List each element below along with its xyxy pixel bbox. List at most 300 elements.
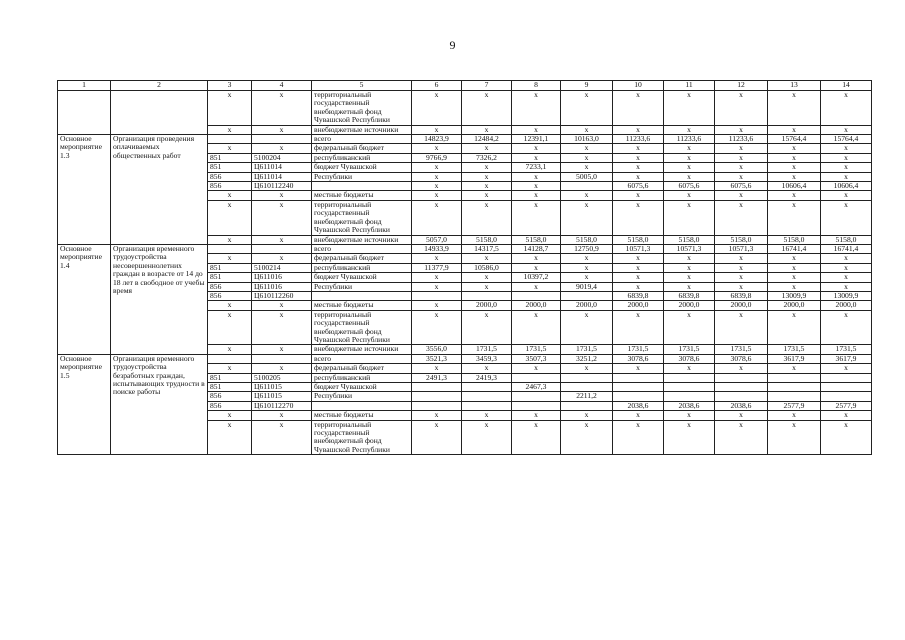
value-cell: х: [462, 91, 512, 126]
value-cell: 3078,6: [664, 354, 715, 363]
activity-description-cell: [111, 91, 208, 135]
value-cell: х: [821, 282, 872, 291]
value-cell: х: [462, 182, 512, 191]
value-cell: 1731,5: [768, 345, 821, 354]
value-cell: 10163,0: [561, 135, 613, 144]
value-cell: х: [613, 310, 664, 345]
value-cell: х: [412, 163, 462, 172]
value-cell: [715, 383, 768, 392]
value-cell: х: [613, 411, 664, 420]
csr-code-cell: х: [252, 254, 312, 263]
source-cell: федеральный бюджет: [312, 364, 412, 373]
header-cell: 8: [512, 81, 561, 91]
value-cell: х: [768, 273, 821, 282]
value-cell: х: [664, 153, 715, 162]
source-cell: [312, 291, 412, 300]
value-cell: 2038,6: [613, 401, 664, 410]
value-cell: х: [715, 273, 768, 282]
gr-code-cell: х: [208, 91, 252, 126]
value-cell: 10571,3: [613, 244, 664, 253]
csr-code-cell: Ц610112270: [252, 401, 312, 410]
value-cell: 1731,5: [715, 345, 768, 354]
value-cell: [412, 401, 462, 410]
gr-code-cell: х: [208, 125, 252, 134]
csr-code-cell: [252, 135, 312, 144]
value-cell: х: [462, 411, 512, 420]
value-cell: х: [664, 282, 715, 291]
value-cell: х: [715, 364, 768, 373]
value-cell: 2211,2: [561, 392, 613, 401]
csr-code-cell: 5100214: [252, 263, 312, 272]
source-cell: [312, 182, 412, 191]
value-cell: 6075,6: [715, 182, 768, 191]
value-cell: [613, 383, 664, 392]
value-cell: х: [715, 144, 768, 153]
value-cell: [821, 373, 872, 382]
value-cell: х: [664, 144, 715, 153]
value-cell: х: [561, 191, 613, 200]
value-cell: х: [561, 153, 613, 162]
value-cell: [512, 373, 561, 382]
value-cell: х: [768, 144, 821, 153]
value-cell: х: [715, 420, 768, 455]
value-cell: х: [821, 420, 872, 455]
csr-code-cell: Ц611014: [252, 163, 312, 172]
gr-code-cell: х: [208, 345, 252, 354]
gr-code-cell: 851: [208, 383, 252, 392]
value-cell: х: [768, 200, 821, 235]
value-cell: х: [821, 125, 872, 134]
header-cell: 7: [462, 81, 512, 91]
value-cell: [462, 383, 512, 392]
value-cell: х: [512, 125, 561, 134]
value-cell: х: [561, 254, 613, 263]
value-cell: х: [715, 411, 768, 420]
value-cell: 12750,9: [561, 244, 613, 253]
csr-code-cell: 5100205: [252, 373, 312, 382]
value-cell: х: [412, 364, 462, 373]
value-cell: х: [412, 310, 462, 345]
value-cell: 1731,5: [512, 345, 561, 354]
value-cell: х: [462, 191, 512, 200]
value-cell: [412, 383, 462, 392]
value-cell: х: [715, 191, 768, 200]
value-cell: [462, 291, 512, 300]
csr-code-cell: х: [252, 364, 312, 373]
value-cell: х: [613, 191, 664, 200]
source-cell: [312, 401, 412, 410]
value-cell: 2577,9: [768, 401, 821, 410]
value-cell: [412, 291, 462, 300]
csr-code-cell: Ц611015: [252, 392, 312, 401]
value-cell: 1731,5: [561, 345, 613, 354]
value-cell: 6839,8: [664, 291, 715, 300]
header-cell: 4: [252, 81, 312, 91]
value-cell: х: [821, 263, 872, 272]
value-cell: х: [664, 172, 715, 181]
activity-description-cell: Организация проведения оплачиваемых общественных работ: [111, 135, 208, 245]
value-cell: 13009,9: [821, 291, 872, 300]
value-cell: х: [561, 144, 613, 153]
value-cell: х: [768, 282, 821, 291]
value-cell: 1731,5: [462, 345, 512, 354]
gr-code-cell: 851: [208, 373, 252, 382]
gr-code-cell: [208, 135, 252, 144]
source-cell: республиканский: [312, 373, 412, 382]
source-cell: местные бюджеты: [312, 191, 412, 200]
gr-code-cell: 851: [208, 153, 252, 162]
source-cell: внебюджетные источники: [312, 345, 412, 354]
value-cell: х: [613, 163, 664, 172]
value-cell: х: [412, 273, 462, 282]
value-cell: х: [715, 254, 768, 263]
activity-description-cell: Организация временного трудоустройства несовершеннолетних граждан в возрасте от 14 до 18 лет в свободное от учебы время: [111, 244, 208, 354]
value-cell: х: [768, 153, 821, 162]
value-cell: х: [412, 282, 462, 291]
gr-code-cell: 856: [208, 182, 252, 191]
value-cell: 1731,5: [821, 345, 872, 354]
value-cell: 14128,7: [512, 244, 561, 253]
csr-code-cell: х: [252, 420, 312, 455]
activity-name-cell: Основное мероприятие 1.4: [58, 244, 111, 354]
header-cell: 14: [821, 81, 872, 91]
value-cell: х: [821, 153, 872, 162]
source-cell: федеральный бюджет: [312, 144, 412, 153]
value-cell: 1731,5: [664, 345, 715, 354]
value-cell: х: [664, 91, 715, 126]
value-cell: 2000,0: [462, 301, 512, 310]
source-cell: Республики: [312, 392, 412, 401]
value-cell: х: [613, 364, 664, 373]
value-cell: х: [613, 273, 664, 282]
value-cell: 2467,3: [512, 383, 561, 392]
value-cell: х: [462, 282, 512, 291]
header-cell: 3: [208, 81, 252, 91]
value-cell: х: [561, 91, 613, 126]
value-cell: [821, 383, 872, 392]
table-row: [58, 135, 872, 144]
value-cell: х: [462, 172, 512, 181]
value-cell: 11233,6: [715, 135, 768, 144]
header-cell: 11: [664, 81, 715, 91]
value-cell: х: [768, 172, 821, 181]
value-cell: х: [768, 310, 821, 345]
value-cell: х: [561, 200, 613, 235]
value-cell: х: [768, 364, 821, 373]
value-cell: х: [462, 144, 512, 153]
value-cell: 2000,0: [664, 301, 715, 310]
value-cell: х: [412, 191, 462, 200]
value-cell: 10571,3: [664, 244, 715, 253]
gr-code-cell: х: [208, 364, 252, 373]
gr-code-cell: х: [208, 301, 252, 310]
source-cell: местные бюджеты: [312, 411, 412, 420]
value-cell: х: [821, 172, 872, 181]
value-cell: х: [613, 125, 664, 134]
value-cell: х: [512, 172, 561, 181]
value-cell: х: [613, 200, 664, 235]
source-cell: республиканский: [312, 263, 412, 272]
csr-code-cell: х: [252, 411, 312, 420]
value-cell: х: [613, 282, 664, 291]
value-cell: 12484,2: [462, 135, 512, 144]
value-cell: х: [412, 200, 462, 235]
value-cell: х: [664, 411, 715, 420]
value-cell: 2000,0: [768, 301, 821, 310]
value-cell: 6075,6: [664, 182, 715, 191]
value-cell: х: [412, 125, 462, 134]
value-cell: 5158,0: [715, 235, 768, 244]
value-cell: х: [715, 310, 768, 345]
gr-code-cell: [208, 244, 252, 253]
value-cell: х: [664, 125, 715, 134]
value-cell: 16741,4: [821, 244, 872, 253]
table-row: [58, 91, 872, 126]
value-cell: [768, 383, 821, 392]
value-cell: 7233,1: [512, 163, 561, 172]
value-cell: х: [664, 200, 715, 235]
value-cell: 2000,0: [512, 301, 561, 310]
value-cell: х: [462, 364, 512, 373]
value-cell: х: [462, 125, 512, 134]
value-cell: х: [561, 411, 613, 420]
gr-code-cell: 856: [208, 291, 252, 300]
gr-code-cell: х: [208, 411, 252, 420]
value-cell: х: [512, 182, 561, 191]
csr-code-cell: х: [252, 125, 312, 134]
value-cell: х: [821, 91, 872, 126]
value-cell: 1731,5: [613, 345, 664, 354]
value-cell: 14317,5: [462, 244, 512, 253]
value-cell: 6075,6: [613, 182, 664, 191]
value-cell: [561, 291, 613, 300]
value-cell: х: [412, 172, 462, 181]
value-cell: х: [613, 172, 664, 181]
value-cell: х: [512, 91, 561, 126]
value-cell: х: [768, 191, 821, 200]
csr-code-cell: [252, 244, 312, 253]
csr-code-cell: Ц610112240: [252, 182, 312, 191]
activity-name-cell: [58, 91, 111, 135]
value-cell: х: [715, 282, 768, 291]
value-cell: х: [561, 310, 613, 345]
value-cell: 3507,3: [512, 354, 561, 363]
source-cell: внебюджетные источники: [312, 235, 412, 244]
value-cell: х: [412, 144, 462, 153]
value-cell: х: [821, 254, 872, 263]
csr-code-cell: х: [252, 144, 312, 153]
value-cell: х: [561, 364, 613, 373]
csr-code-cell: х: [252, 91, 312, 126]
csr-code-cell: Ц610112260: [252, 291, 312, 300]
gr-code-cell: 851: [208, 263, 252, 272]
csr-code-cell: Ц611016: [252, 282, 312, 291]
value-cell: х: [512, 200, 561, 235]
source-cell: территориальный государственный внебюджетный фонд Чувашской Республики: [312, 91, 412, 126]
value-cell: [561, 182, 613, 191]
value-cell: 11377,9: [412, 263, 462, 272]
csr-code-cell: Ц611015: [252, 383, 312, 392]
source-cell: федеральный бюджет: [312, 254, 412, 263]
value-cell: 3617,9: [821, 354, 872, 363]
value-cell: [613, 373, 664, 382]
csr-code-cell: х: [252, 235, 312, 244]
value-cell: х: [412, 182, 462, 191]
value-cell: 5005,0: [561, 172, 613, 181]
value-cell: х: [561, 163, 613, 172]
source-cell: территориальный государственный внебюджетный фонд Чувашской Республики: [312, 200, 412, 235]
value-cell: х: [768, 254, 821, 263]
value-cell: 5158,0: [768, 235, 821, 244]
value-cell: х: [512, 263, 561, 272]
value-cell: 3556,0: [412, 345, 462, 354]
source-cell: республиканский: [312, 153, 412, 162]
value-cell: х: [821, 144, 872, 153]
value-cell: х: [561, 420, 613, 455]
value-cell: х: [613, 153, 664, 162]
value-cell: х: [512, 411, 561, 420]
source-cell: Республики: [312, 172, 412, 181]
value-cell: [768, 392, 821, 401]
value-cell: х: [664, 420, 715, 455]
value-cell: х: [821, 191, 872, 200]
value-cell: 5158,0: [561, 235, 613, 244]
value-cell: х: [821, 364, 872, 373]
csr-code-cell: [252, 354, 312, 363]
csr-code-cell: х: [252, 191, 312, 200]
value-cell: х: [512, 144, 561, 153]
activity-description-cell: Организация временного трудоустройства безработных граждан, испытывающих трудности в поиске работы: [111, 354, 208, 454]
value-cell: 14933,9: [412, 244, 462, 253]
value-cell: х: [462, 163, 512, 172]
value-cell: 2000,0: [613, 301, 664, 310]
value-cell: х: [664, 364, 715, 373]
activity-name-cell: Основное мероприятие 1.5: [58, 354, 111, 454]
value-cell: 3459,3: [462, 354, 512, 363]
value-cell: х: [462, 310, 512, 345]
value-cell: х: [821, 200, 872, 235]
header-cell: 5: [312, 81, 412, 91]
value-cell: [821, 392, 872, 401]
gr-code-cell: 856: [208, 282, 252, 291]
value-cell: [561, 373, 613, 382]
value-cell: 3617,9: [768, 354, 821, 363]
value-cell: [561, 383, 613, 392]
value-cell: х: [821, 163, 872, 172]
value-cell: [462, 392, 512, 401]
csr-code-cell: х: [252, 310, 312, 345]
value-cell: 5057,0: [412, 235, 462, 244]
value-cell: х: [512, 364, 561, 373]
value-cell: 9019,4: [561, 282, 613, 291]
gr-code-cell: х: [208, 254, 252, 263]
value-cell: х: [715, 172, 768, 181]
source-cell: всего: [312, 354, 412, 363]
activity-name-cell: Основное мероприятие 1.3: [58, 135, 111, 245]
value-cell: х: [462, 273, 512, 282]
value-cell: [462, 401, 512, 410]
value-cell: 5158,0: [664, 235, 715, 244]
value-cell: х: [664, 163, 715, 172]
source-cell: территориальный государственный внебюджетный фонд Чувашской Республики: [312, 310, 412, 345]
value-cell: 2000,0: [561, 301, 613, 310]
value-cell: 9766,9: [412, 153, 462, 162]
budget-table: [57, 80, 872, 455]
value-cell: 10571,3: [715, 244, 768, 253]
value-cell: 3251,2: [561, 354, 613, 363]
value-cell: 2419,3: [462, 373, 512, 382]
value-cell: х: [512, 153, 561, 162]
value-cell: 2000,0: [821, 301, 872, 310]
value-cell: 6839,8: [613, 291, 664, 300]
value-cell: 16741,4: [768, 244, 821, 253]
gr-code-cell: х: [208, 191, 252, 200]
value-cell: [512, 401, 561, 410]
csr-code-cell: х: [252, 345, 312, 354]
value-cell: х: [715, 91, 768, 126]
value-cell: х: [821, 411, 872, 420]
value-cell: х: [561, 125, 613, 134]
value-cell: 2038,6: [715, 401, 768, 410]
value-cell: [664, 392, 715, 401]
value-cell: 3078,6: [715, 354, 768, 363]
header-cell: 2: [111, 81, 208, 91]
value-cell: х: [412, 91, 462, 126]
value-cell: 15764,4: [768, 135, 821, 144]
value-cell: [512, 392, 561, 401]
value-cell: 3078,6: [613, 354, 664, 363]
value-cell: х: [613, 263, 664, 272]
csr-code-cell: х: [252, 301, 312, 310]
value-cell: х: [412, 420, 462, 455]
value-cell: 2491,3: [412, 373, 462, 382]
value-cell: х: [462, 200, 512, 235]
gr-code-cell: х: [208, 420, 252, 455]
value-cell: х: [512, 310, 561, 345]
source-cell: всего: [312, 244, 412, 253]
gr-code-cell: 856: [208, 172, 252, 181]
gr-code-cell: 856: [208, 392, 252, 401]
value-cell: [715, 373, 768, 382]
value-cell: х: [768, 411, 821, 420]
csr-code-cell: Ц611016: [252, 273, 312, 282]
value-cell: х: [561, 273, 613, 282]
value-cell: х: [821, 310, 872, 345]
value-cell: х: [715, 125, 768, 134]
value-cell: х: [412, 411, 462, 420]
value-cell: х: [664, 263, 715, 272]
value-cell: х: [613, 91, 664, 126]
value-cell: х: [768, 163, 821, 172]
value-cell: х: [768, 263, 821, 272]
value-cell: [664, 383, 715, 392]
value-cell: х: [412, 254, 462, 263]
csr-code-cell: 5100204: [252, 153, 312, 162]
value-cell: 13009,9: [768, 291, 821, 300]
value-cell: х: [715, 163, 768, 172]
gr-code-cell: 856: [208, 401, 252, 410]
value-cell: 2038,6: [664, 401, 715, 410]
value-cell: 10397,2: [512, 273, 561, 282]
source-cell: внебюджетные источники: [312, 125, 412, 134]
value-cell: х: [613, 420, 664, 455]
value-cell: 10586,0: [462, 263, 512, 272]
value-cell: 2000,0: [715, 301, 768, 310]
value-cell: х: [715, 153, 768, 162]
source-cell: бюджет Чувашской: [312, 273, 412, 282]
header-cell: 13: [768, 81, 821, 91]
gr-code-cell: х: [208, 235, 252, 244]
